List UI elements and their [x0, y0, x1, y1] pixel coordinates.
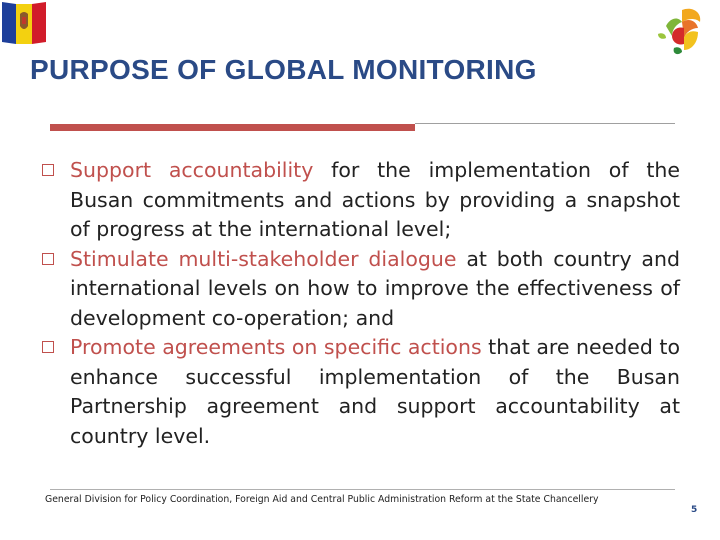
bullet-highlight: Stimulate multi-stakeholder dialogue — [70, 246, 457, 271]
moldova-flag-icon — [0, 0, 48, 46]
footer-rule — [50, 489, 675, 490]
bullet-item — [40, 245, 680, 334]
bullet-item — [40, 156, 680, 245]
square-bullet-icon — [42, 253, 54, 265]
page-number: 5 — [691, 505, 698, 515]
bullet-list — [40, 156, 680, 451]
square-bullet-icon — [42, 341, 54, 353]
title-underline-thin — [415, 123, 675, 124]
bullet-text: that are needed to enhance successful implementation of the Busan Partnership agreement and support accountability at country level. — [70, 335, 680, 448]
footer-text: General Division for Policy Coordination, Foreign Aid and Central Public Administration Reform at the State Chancellery — [45, 494, 599, 505]
bullet-highlight: Support accountability — [70, 158, 314, 182]
square-bullet-icon — [42, 164, 54, 176]
organization-logo-icon — [652, 4, 716, 64]
bullet-item — [40, 333, 680, 451]
bullet-highlight: Promote agreements on specific actions — [70, 335, 482, 359]
title-underline-accent — [50, 124, 415, 131]
page-title: PURPOSE OF GLOBAL MONITORING — [30, 54, 537, 85]
bullet-text: at both country and international levels on how to improve the effectiveness of development co-operation; and — [70, 246, 680, 330]
bullet-text: for the implementation of the Busan commitments and actions by providing a snapshot of progress at the international level; — [70, 158, 680, 241]
